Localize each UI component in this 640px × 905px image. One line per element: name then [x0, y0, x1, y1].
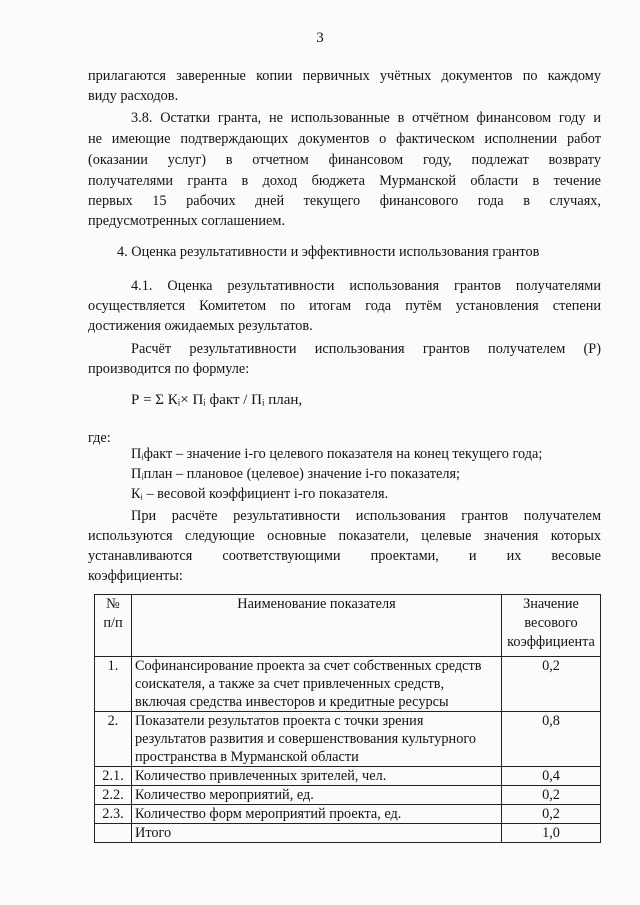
paragraph-line: коэффициенты: [88, 568, 183, 584]
page-number: 3 [316, 30, 324, 46]
header-name-cell: Наименование показателя [132, 595, 502, 657]
header-num-line: п/п [103, 615, 123, 631]
row-name [132, 712, 502, 767]
header-num-line: № [106, 596, 120, 612]
row-value: 1,0 [502, 824, 601, 843]
row-name-line: пространства в Мурманской области [135, 749, 359, 765]
definition-line: Пᵢплан – плановое (целевое) значение i-го показателя; [131, 466, 461, 482]
table-header-row [95, 595, 601, 657]
row-name-line: Софинансирование проекта за счет собственных средств [135, 658, 482, 674]
paragraph-line: используются следующие основные показатели, целевые значения которых [88, 528, 601, 544]
row-num: 1. [95, 657, 132, 712]
table-total-row [95, 824, 601, 843]
paragraph-line: прилагаются заверенные копии первичных учётных документов по каждому [88, 68, 601, 84]
definition-line: Кᵢ – весовой коэффициент i-го показателя. [131, 486, 389, 502]
row-num: 2.3. [95, 805, 132, 824]
formula: Р = Σ Кᵢ× Пᵢ факт / Пᵢ план, [131, 392, 303, 408]
paragraph-line: первых 15 рабочих дней текущего финансового года в случаях, [88, 193, 601, 209]
paragraph-line: устанавливаются соответствующими проектами, и их весовые [88, 548, 601, 564]
row-num [95, 824, 132, 843]
row-name: Количество привлеченных зрителей, чел. [132, 767, 502, 786]
header-value-line: коэффициента [507, 634, 595, 650]
row-value: 0,8 [502, 712, 601, 767]
where-label: где: [88, 430, 111, 446]
row-value: 0,2 [502, 805, 601, 824]
paragraph-line: производится по формуле: [88, 361, 250, 377]
row-name: Количество форм мероприятий проекта, ед. [132, 805, 502, 824]
table-row [95, 786, 601, 805]
header-num-cell [95, 595, 132, 657]
row-value: 0,2 [502, 786, 601, 805]
paragraph-line: 4.1. Оценка результативности использования грантов получателями [131, 278, 601, 294]
row-name [132, 657, 502, 712]
header-value-line: Значение [523, 596, 579, 612]
header-value-cell [502, 595, 601, 657]
table-row [95, 767, 601, 786]
row-name-line: включая средства инвесторов и кредитные ресурсы [135, 694, 449, 710]
row-num: 2. [95, 712, 132, 767]
paragraph-line: (оказании услуг) в отчетном финансовом году, подлежат возврату [88, 152, 601, 168]
header-value-line: весового [524, 615, 578, 631]
row-name-line: результатов развития и совершенствования культурного [135, 731, 476, 747]
row-num: 2.1. [95, 767, 132, 786]
paragraph-line: получателями гранта в доход бюджета Мурманской области в течение [88, 173, 601, 189]
row-name-line: соискателя, а также за счет привлеченных средств, [135, 676, 445, 692]
table-row [95, 712, 601, 767]
paragraph-line: не имеющие подтверждающих документов о фактическом исполнении работ [88, 131, 601, 147]
coefficients-table [94, 594, 601, 843]
row-value: 0,2 [502, 657, 601, 712]
paragraph-line: Расчёт результативности использования грантов получателем (Р) [131, 341, 601, 357]
row-num: 2.2. [95, 786, 132, 805]
paragraph-line: достижения ожидаемых результатов. [88, 318, 313, 334]
row-value: 0,4 [502, 767, 601, 786]
table-row [95, 805, 601, 824]
paragraph-line: При расчёте результативности использования грантов получателем [131, 508, 601, 524]
paragraph-line: 3.8. Остатки гранта, не использованные в отчётном финансовом году и [131, 110, 601, 126]
row-name-line: Показатели результатов проекта с точки зрения [135, 713, 424, 729]
paragraph-line: виду расходов. [88, 88, 179, 104]
definition-line: Пᵢфакт – значение i-го целевого показателя на конец текущего года; [131, 446, 543, 462]
row-name: Количество мероприятий, ед. [132, 786, 502, 805]
paragraph-line: предусмотренных соглашением. [88, 213, 286, 229]
paragraph-line: осуществляется Комитетом по итогам года путём установления степени [88, 298, 601, 314]
section-heading: 4. Оценка результативности и эффективности использования грантов [117, 244, 540, 260]
table-row [95, 657, 601, 712]
row-name: Итого [132, 824, 502, 843]
